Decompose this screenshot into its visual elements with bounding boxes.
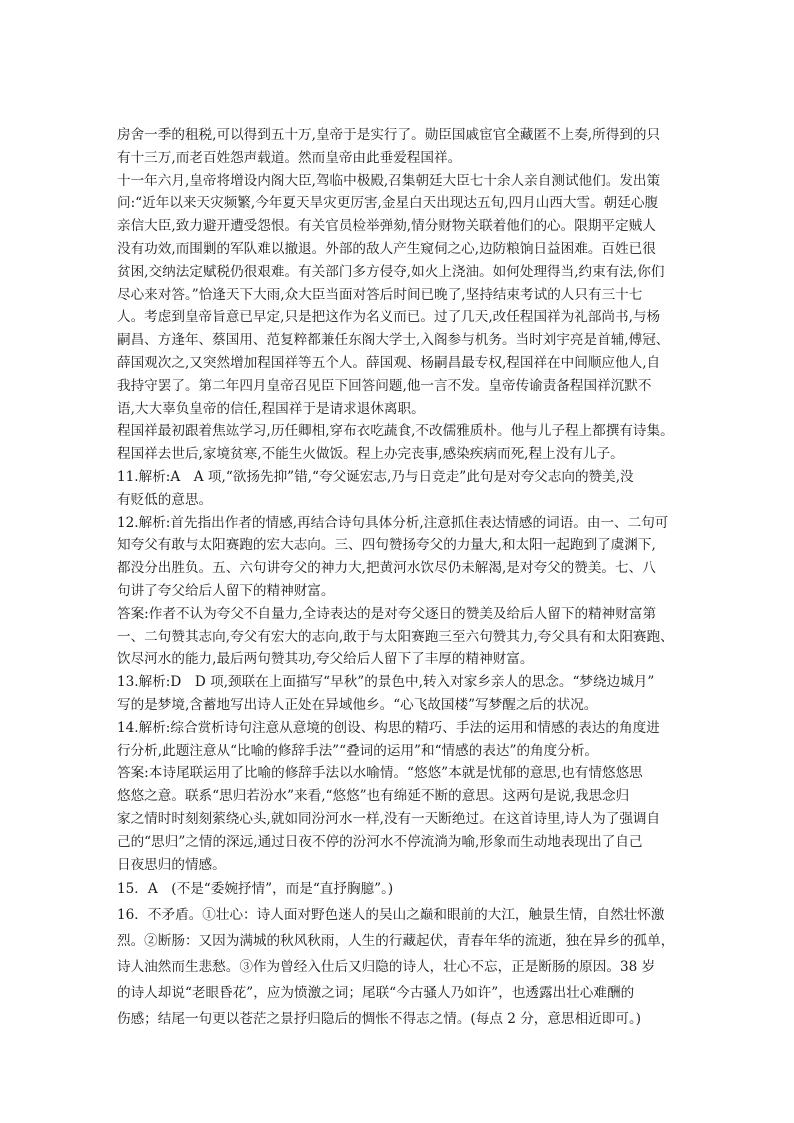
text-line: 答案:本诗尾联运用了比喻的修辞手法以水喻情。“悠悠”本就是忧郁的意思,也有情悠悠思 [117, 765, 643, 782]
text-line: 答案:作者不认为夸父不自量力,全诗表达的是对夸父逐日的赞美及给后人留下的精神财富第 [117, 605, 657, 622]
document-page [117, 124, 677, 1032]
text-line: 12.解析:首先指出作者的情感,再结合诗句具体分析,注意抓住表达情感的词语。由一、二句可 [117, 514, 669, 531]
text-line: 日夜思归的情感。 [117, 856, 226, 873]
text-line: 人。考虑到皇帝旨意已早定,只是把这作为名义而已。过了几天,改任程国祥为礼部尚书,与杨 [117, 309, 661, 326]
text-line: 贫困,交纳法定赋税仍很艰难。有关部门多方侵夺,如火上浇油。如何处理得当,约束有法,你们 [117, 263, 665, 280]
text-line: 尽心来对答。”恰逢天下大雨,众大臣当面对答后时间已晚了,坚持结束考试的人只有三十七 [117, 286, 643, 303]
text-line: 悠悠之意。联系“思归若汾水”来看,“悠悠”也有绵延不断的意思。这两句是说,我思念归 [117, 788, 630, 805]
text-line: 14.解析:综合赏析诗句注意从意境的创设、构思的精巧、手法的运用和情感的表达的角度进 [117, 719, 660, 736]
text-line: 的诗人却说“老眼昏花”，应为愤激之词；尾联“今古骚人乃如许”，也透露出壮心难酬的 [117, 985, 635, 1002]
text-line: 15．A (不是“委婉抒情”，而是“直抒胸臆”。) [117, 881, 394, 898]
text-line: 烈。②断肠：又因为满城的秋风秋雨，人生的行藏起伏，青春年华的流逝，独在异乡的孤单， [117, 933, 675, 950]
text-line: 语,大大辜负皇帝的信任,程国祥于是请求退休离职。 [117, 400, 425, 417]
text-line: 有贬低的意思。 [117, 491, 213, 508]
text-line: 11.解析:A A 项,“欲扬先抑”错,“夸父诞宏志,乃与日竞走”此句是对夸父志向的赞美,没 [117, 468, 634, 485]
text-line: 16．不矛盾。①壮心：诗人面对野色迷人的吴山之巅和眼前的大江，触景生情，自然壮怀激 [117, 907, 665, 924]
text-line: 饮尽河水的能力,最后两句赞其功,夸父给后人留下了丰厚的精神财富。 [117, 651, 534, 668]
text-line: 薛国观次之,又突然增加程国祥等五个人。薛国观、杨嗣昌最专权,程国祥在中间顺应他人,自 [117, 354, 661, 371]
text-line: 句讲了夸父给后人留下的精神财富。 [117, 582, 335, 599]
text-line: 嗣昌、方逢年、蔡国用、范复粹都兼任东阁大学士,入阁参与机务。当时刘宇亮是首辅,傅冠、 [117, 332, 670, 349]
text-line: 行分析,此题注意从“比喻的修辞手法”“叠词的运用”和“情感的表达”的角度分析。 [117, 742, 599, 759]
text-line: 程国祥最初跟着焦竑学习,历任卿相,穿布衣吃蔬食,不改儒雅质朴。他与儿子程上都撰有诗集。 [117, 423, 674, 440]
text-line: 程国祥去世后,家境贫寒,不能生火做饭。程上办完丧事,感染疾病而死,程上没有儿子。 [117, 446, 624, 463]
text-line: 亲信大臣,致力避开遭受怨恨。有关官员检举弹劾,情分财物关联着他们的心。限期平定贼人 [117, 218, 656, 235]
text-line: 我持守罢了。第二年四月皇帝召见臣下回答问题,他一言不发。皇帝传谕责备程国祥沉默不 [117, 377, 652, 394]
text-line: 有十三万,而老百姓怨声载道。然而皇帝由此垂爱程国祥。 [117, 149, 462, 166]
text-line: 伤感；结尾一句更以苍茫之景抒归隐后的惆怅不得志之情。(每点 2 分，意思相近即可。) [117, 1011, 642, 1028]
text-line: 13.解析:D D 项,颈联在上面描写“早秋”的景色中,转入对家乡亲人的思念。“梦绕边城月” [117, 674, 655, 691]
text-line: 一、二句赞其志向,夸父有宏大的志向,敢于与太阳赛跑三至六句赞其力,夸父具有和太阳赛跑、 [117, 628, 674, 645]
text-line: 没有功效,而围剿的军队难以撤退。外部的敌人产生窥伺之心,边防粮饷日益困难。百姓已很 [117, 240, 656, 257]
text-line: 家之情时时刻刻萦绕心头,就如同汾河水一样,没有一天断绝过。在这首诗里,诗人为了强调自 [117, 810, 661, 827]
text-line: 都没分出胜负。五、六句讲夸父的神力大,把黄河水饮尽仍未解渴,是对夸父的赞美。七、八 [117, 560, 656, 577]
text-line: 十一年六月,皇帝将增设内阁大臣,驾临中极殿,召集朝廷大臣七十余人亲自测试他们。发出策 [117, 172, 661, 189]
text-line: 己的“思归”之情的深远,通过日夜不停的汾河水不停流淌为喻,形象而生动地表现出了自己 [117, 833, 643, 850]
text-line: 房舍一季的租税,可以得到五十万,皇帝于是实行了。勋臣国戚宦官全藏匿不上奏,所得到的只 [117, 127, 661, 143]
text-line: 知夸父有敢与太阳赛跑的宏大志向。三、四句赞扬夸父的力量大,和太阳一起跑到了虞渊下, [117, 537, 656, 554]
text-line: 诗人油然而生悲愁。③作为曾经入仕后又归隐的诗人，壮心不忘，正是断肠的原因。38 岁 [117, 959, 656, 976]
text-line: 写的是梦境,含蓄地写出诗人正处在异域他乡。“心飞故国楼”写梦醒之后的状况。 [117, 696, 598, 713]
text-line: 问:“近年以来天灾频繁,今年夏天旱灾更厉害,金星白天出现达五旬,四月山西大雪。朝廷心腹 [117, 195, 659, 212]
